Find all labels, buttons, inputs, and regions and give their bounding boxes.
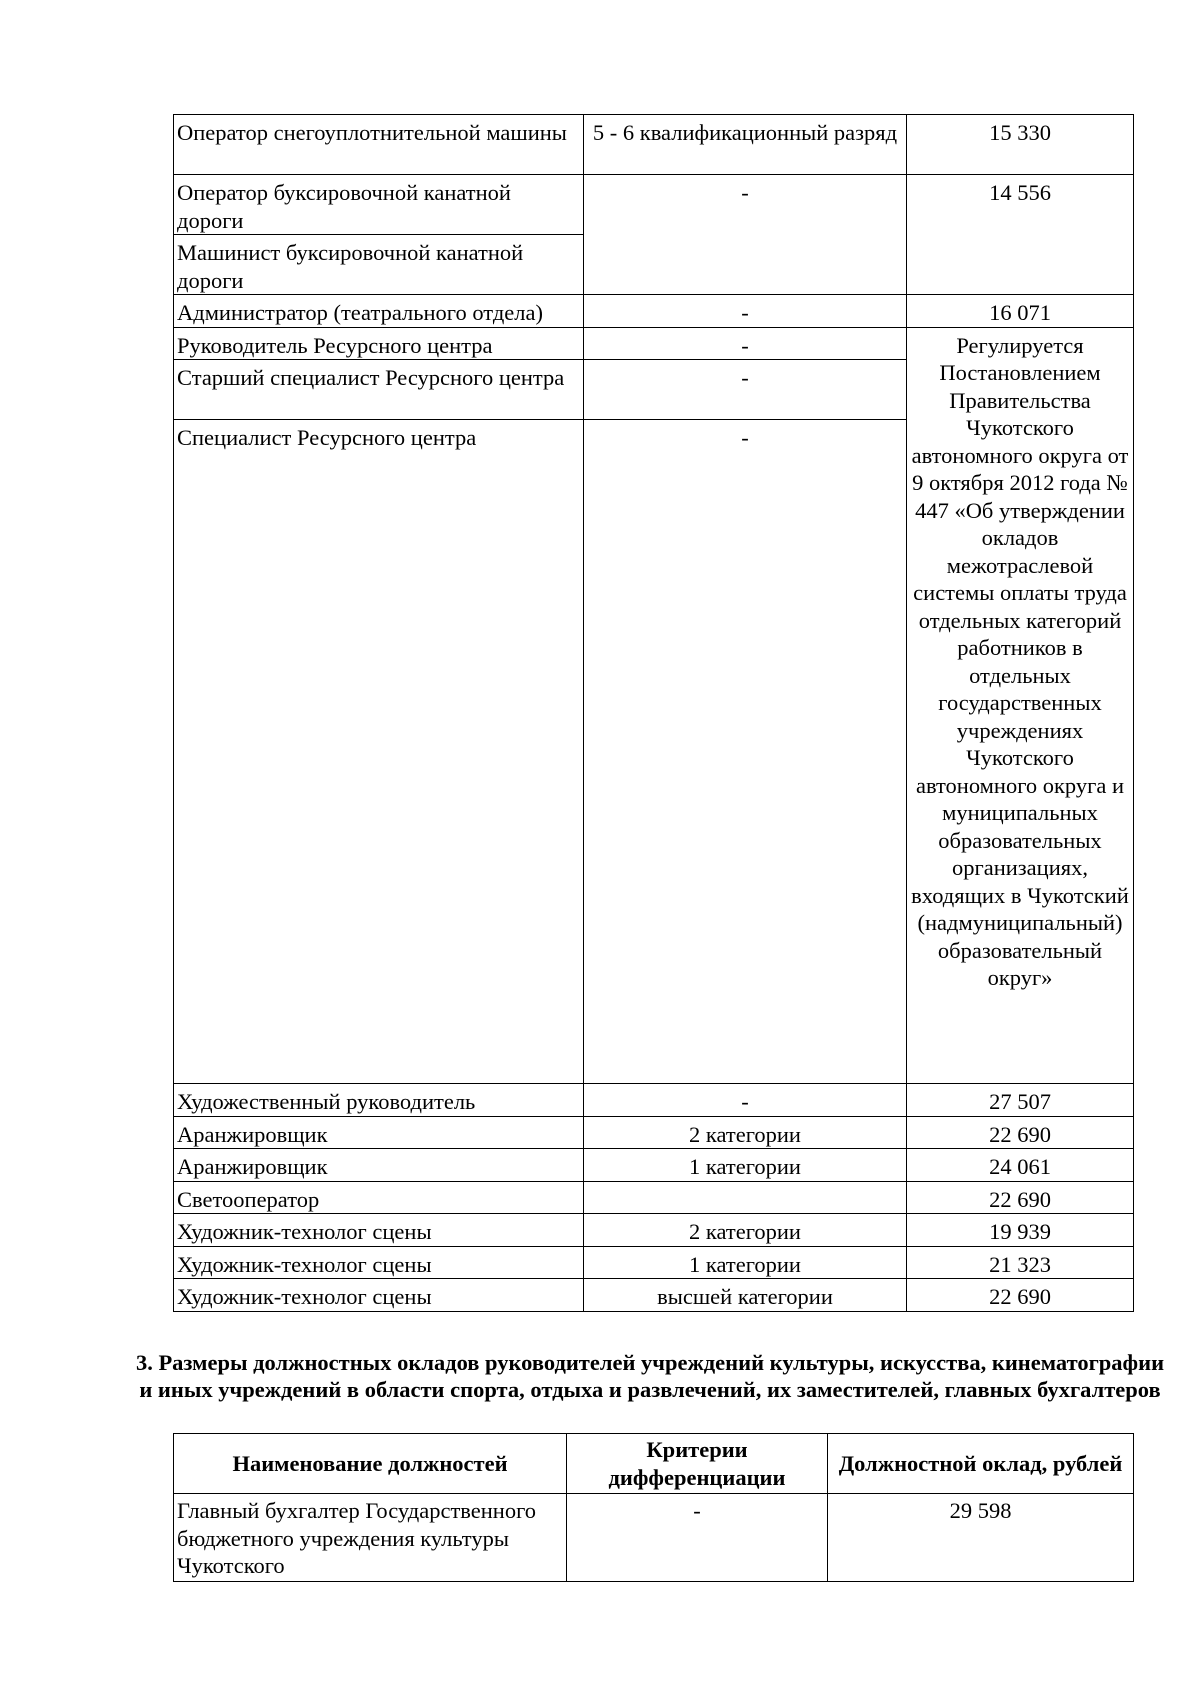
criteria-cell xyxy=(584,1181,907,1214)
criteria-cell: 2 категории xyxy=(584,1116,907,1149)
criteria-cell: - xyxy=(584,420,907,1084)
position-name: Руководитель Ресурсного центра xyxy=(174,327,584,360)
salary-cell: 22 690 xyxy=(907,1116,1134,1149)
table-row xyxy=(174,175,1134,235)
position-name: Светооператор xyxy=(174,1181,584,1214)
table-row xyxy=(174,115,1134,175)
criteria-cell: 2 категории xyxy=(584,1214,907,1247)
table-row xyxy=(174,295,1134,328)
position-name: Художник-технолог сцены xyxy=(174,1214,584,1247)
table-row xyxy=(174,1116,1134,1149)
criteria-cell: - xyxy=(584,1084,907,1117)
criteria-cell: высшей категории xyxy=(584,1279,907,1312)
salary-cell: 22 690 xyxy=(907,1181,1134,1214)
table-row xyxy=(174,1149,1134,1182)
position-name: Художественный руководитель xyxy=(174,1084,584,1117)
criteria-cell: 5 - 6 квалификационный разряд xyxy=(584,115,907,175)
section-heading: 3. Размеры должностных окладов руководителей учреждений культуры, искусства, кинематографии и иных учреждений в области спорта, отдыха и развлечений, их заместителей, главных бухгалтеров xyxy=(135,1350,1165,1402)
position-name: Оператор буксировочной канатной дороги xyxy=(174,175,584,235)
salary-cell: 22 690 xyxy=(907,1279,1134,1312)
table-row xyxy=(174,1494,1134,1582)
column-header-salary: Должностной оклад, рублей xyxy=(828,1434,1134,1494)
table-row xyxy=(174,1181,1134,1214)
position-name: Художник-технолог сцены xyxy=(174,1246,584,1279)
table-row xyxy=(174,1214,1134,1247)
salary-cell: 15 330 xyxy=(907,115,1134,175)
position-name: Аранжировщик xyxy=(174,1116,584,1149)
salary-cell: 24 061 xyxy=(907,1149,1134,1182)
table-row xyxy=(174,1279,1134,1312)
position-name: Старший специалист Ресурсного центра xyxy=(174,360,584,420)
criteria-cell: - xyxy=(584,327,907,360)
table-row xyxy=(174,1246,1134,1279)
position-name: Главный бухгалтер Государственного бюджетного учреждения культуры Чукотского xyxy=(174,1494,567,1582)
salary-table xyxy=(173,114,1134,1312)
salary-cell: 16 071 xyxy=(907,295,1134,328)
salary-cell: 29 598 xyxy=(828,1494,1134,1582)
criteria-cell: - xyxy=(584,175,907,295)
column-header-position: Наименование должностей xyxy=(174,1434,567,1494)
table-row xyxy=(174,1084,1134,1117)
table-header-row xyxy=(174,1434,1134,1494)
criteria-cell: 1 категории xyxy=(584,1149,907,1182)
salary-cell: 19 939 xyxy=(907,1214,1134,1247)
position-name: Администратор (театрального отдела) xyxy=(174,295,584,328)
position-name: Аранжировщик xyxy=(174,1149,584,1182)
salary-cell: 21 323 xyxy=(907,1246,1134,1279)
criteria-cell: 1 категории xyxy=(584,1246,907,1279)
management-salary-table xyxy=(173,1433,1134,1582)
position-name: Специалист Ресурсного центра xyxy=(174,420,584,1084)
table-row xyxy=(174,327,1134,360)
criteria-cell: - xyxy=(584,360,907,420)
position-name: Художник-технолог сцены xyxy=(174,1279,584,1312)
regulation-note: Регулируется Постановлением Правительства Чукотского автономного округа от 9 октября 2012 года № 447 «Об утверждении окладов межотраслевой системы оплаты труда отдельных категорий работников в отдельных государственных учреждениях Чукотского автономного округа и муниципальных образовательных организациях, входящих в Чукотский (надмуниципальный) образовательный округ» xyxy=(907,327,1134,1084)
salary-cell: 27 507 xyxy=(907,1084,1134,1117)
position-name: Машинист буксировочной канатной дороги xyxy=(174,235,584,295)
column-header-criteria: Критерии дифференциации xyxy=(567,1434,828,1494)
criteria-cell: - xyxy=(567,1494,828,1582)
salary-cell: 14 556 xyxy=(907,175,1134,295)
position-name: Оператор снегоуплотнительной машины xyxy=(174,115,584,175)
criteria-cell: - xyxy=(584,295,907,328)
